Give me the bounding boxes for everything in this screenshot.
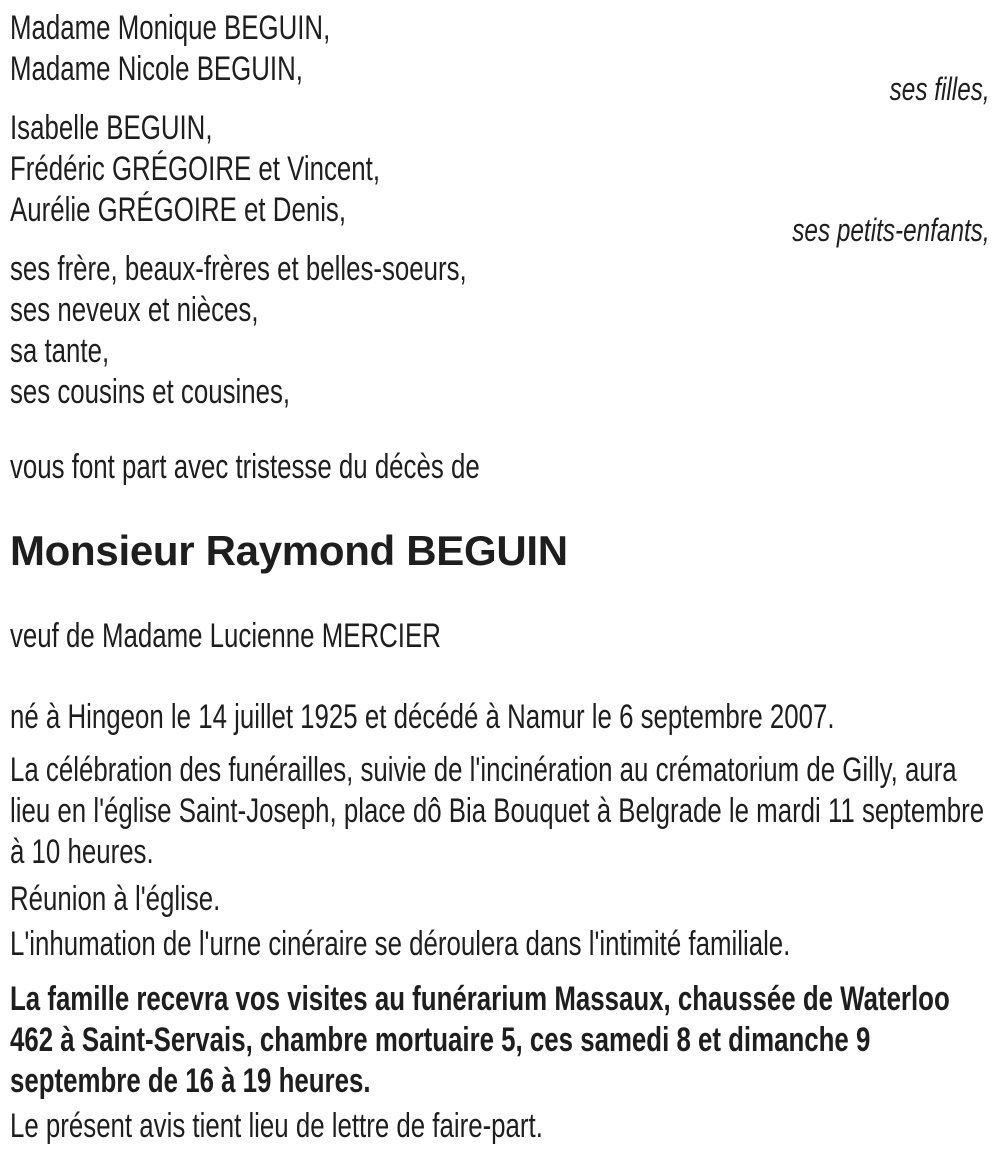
mourner-daughter-2: Madame Nicole BEGUIN, (10, 50, 303, 88)
relation-label-grandchildren: ses petits-enfants, (792, 212, 990, 248)
mourners-section (10, 8, 990, 488)
mourner-nephews-line: ses neveux et nièces, (10, 291, 259, 329)
mourner-grandchild-3: Aurélie GRÉGOIRE et Denis, (10, 191, 347, 229)
urn-line: L'inhumation de l'urne cinéraire se déroulera dans l'intimité familiale. (10, 925, 791, 963)
deceased-name: Monsieur Raymond BEGUIN (10, 527, 568, 574)
mourner-siblings-line: ses frère, beaux-frères et belles-soeurs, (10, 250, 467, 288)
details-section (10, 576, 990, 1147)
ceremony-paragraph: La célébration des funérailles, suivie de l'incinération au crématorium de Gilly, aura lieu en l'église Saint-Joseph, place dô Bia Bouquet à Belgrade le mardi 11 septembre à 10 heures. (10, 751, 985, 871)
mourner-grandchild-1: Isabelle BEGUIN, (10, 109, 213, 147)
visits-paragraph: La famille recevra vos visites au funérarium Massaux, chaussée de Waterloo 462 à Saint-Servais, chambre mortuaire 5, ces samedi 8 et dimanche 9 septembre de 16 à 19 heures. (10, 980, 950, 1100)
mourner-cousins-line: ses cousins et cousines, (10, 373, 291, 411)
birth-death-line: né à Hingeon le 14 juillet 1925 et décédé à Namur le 6 septembre 2007. (10, 698, 835, 736)
mourner-aunt-line: sa tante, (10, 332, 110, 370)
widower-line: veuf de Madame Lucienne MERCIER (10, 617, 441, 655)
mourner-grandchild-2: Frédéric GRÉGOIRE et Vincent, (10, 150, 381, 188)
mourner-daughter-1: Madame Monique BEGUIN, (10, 9, 331, 47)
closing-line: Le présent avis tient lieu de lettre de faire-part. (10, 1107, 543, 1145)
announcement-intro-line: vous font part avec tristesse du décès de (10, 448, 480, 486)
meeting-line: Réunion à l'église. (10, 880, 221, 918)
relation-label-daughters: ses filles, (889, 71, 990, 107)
